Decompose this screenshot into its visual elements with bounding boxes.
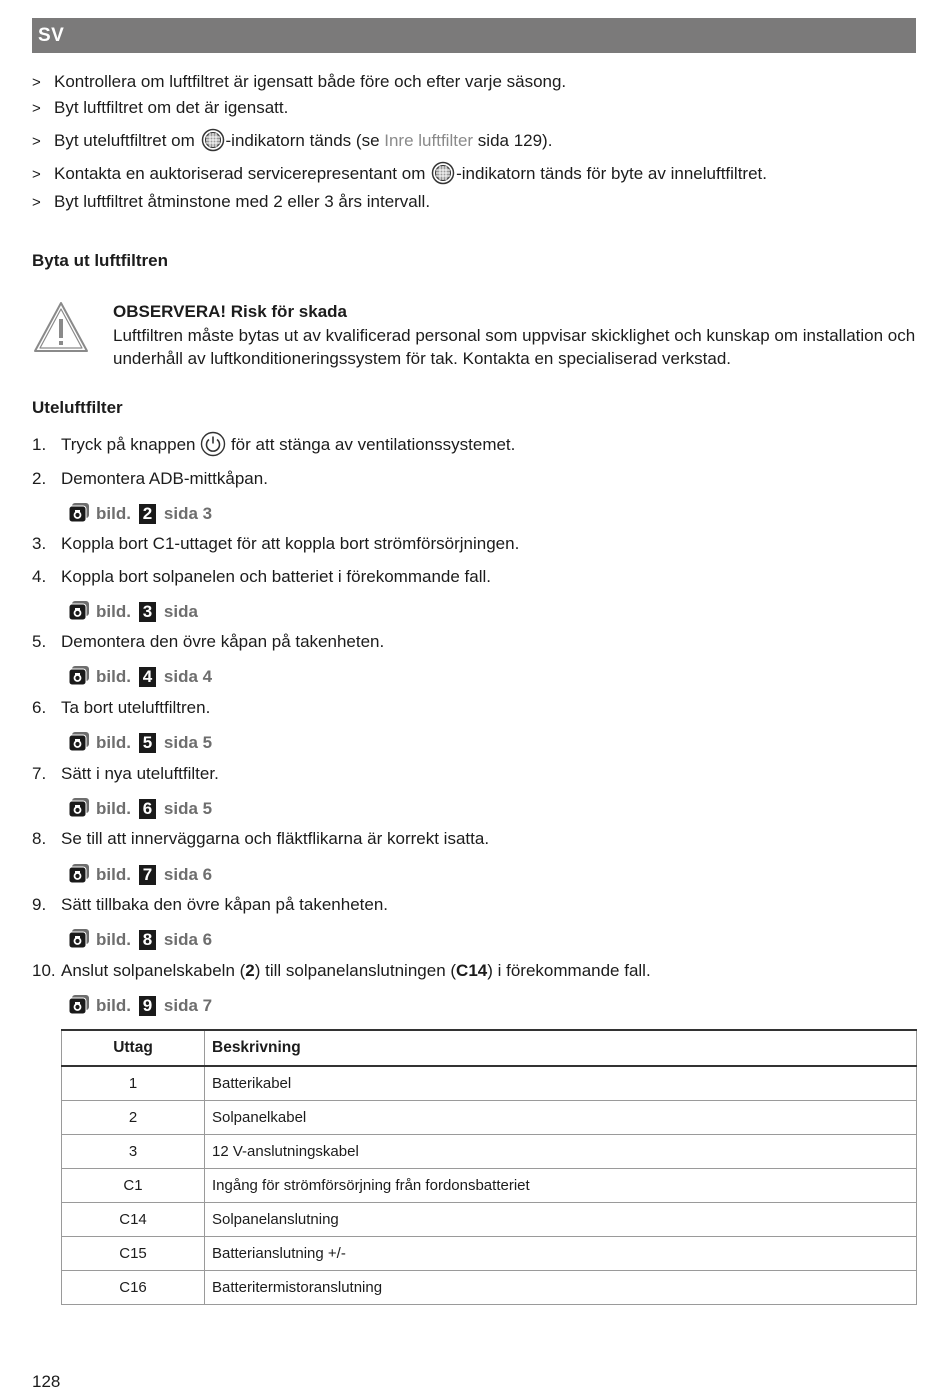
step-item: 3. Koppla bort C1-uttaget för att koppla bort strömförsörjningen. xyxy=(32,534,520,553)
step-item: 1. Tryck på knappen för att stänga av ventilationssystemet. xyxy=(32,431,515,462)
inner-filter-link[interactable]: Inre luftfilter xyxy=(384,131,474,150)
page-number: 128 xyxy=(32,1372,61,1391)
chevron-right-icon: > xyxy=(32,100,41,117)
section-heading: Byta ut luftfiltren xyxy=(32,251,168,270)
list-item: > Byt uteluftfiltret om -indikatorn tänds (se Inre luftfilter sida 129). xyxy=(32,128,552,157)
figure-reference[interactable]: bild. 4 sida 4 xyxy=(68,665,212,691)
power-button-icon xyxy=(200,431,226,462)
warning-title: OBSERVERA! Risk för skada xyxy=(113,302,347,321)
figure-reference[interactable]: bild. 9 sida 7 xyxy=(68,994,212,1020)
figure-reference[interactable]: bild. 8 sida 6 xyxy=(68,928,212,954)
warning-triangle-icon xyxy=(32,300,90,359)
step-item: 5. Demontera den övre kåpan på takenheten. xyxy=(32,632,385,651)
filter-grid-icon xyxy=(431,161,455,190)
table-row: C14 Solpanelanslutning xyxy=(62,1203,917,1237)
step-item: 8. Se till att innerväggarna och fläktflikarna är korrekt isatta. xyxy=(32,829,490,848)
filter-grid-icon xyxy=(201,128,225,157)
figure-reference[interactable]: bild. 5 sida 5 xyxy=(68,731,212,757)
chevron-right-icon: > xyxy=(32,74,41,91)
column-header: Uttag xyxy=(62,1030,205,1066)
table-row: C15 Batterianslutning +/- xyxy=(62,1237,917,1271)
table-header-row xyxy=(62,1030,917,1066)
table-row: 2 Solpanelkabel xyxy=(62,1101,917,1135)
chevron-right-icon: > xyxy=(32,194,41,211)
figure-reference[interactable]: bild. 6 sida 5 xyxy=(68,797,212,823)
camera-icon xyxy=(68,665,90,691)
camera-icon xyxy=(68,863,90,889)
language-header-bar xyxy=(32,18,916,53)
table-row: 3 12 V-anslutningskabel xyxy=(62,1135,917,1169)
table-row: C1 Ingång för strömförsörjning från fordonsbatteriet xyxy=(62,1169,917,1203)
figure-reference[interactable]: bild. 7 sida 6 xyxy=(68,863,212,889)
list-item: > Byt luftfiltret åtminstone med 2 eller 3 års intervall. xyxy=(32,192,431,211)
step-item: 2. Demontera ADB-mittkåpan. xyxy=(32,469,268,488)
camera-icon xyxy=(68,928,90,954)
camera-icon xyxy=(68,600,90,626)
chevron-right-icon: > xyxy=(32,166,41,183)
step-item: 6. Ta bort uteluftfiltren. xyxy=(32,698,211,717)
connector-table xyxy=(61,1029,917,1305)
table-row: C16 Batteritermistoranslutning xyxy=(62,1271,917,1305)
list-item: > Kontakta en auktoriserad servicerepresentant om -indikatorn tänds för byte av inneluftfiltret. xyxy=(32,161,767,190)
column-header: Beskrivning xyxy=(205,1030,917,1066)
chevron-right-icon: > xyxy=(32,133,41,150)
table-row: 1 Batterikabel xyxy=(62,1066,917,1101)
figure-reference[interactable]: bild. 2 sida 3 xyxy=(68,502,212,528)
warning-text: Luftfiltren måste bytas ut av kvalificerad personal som uppvisar skicklighet och kunskap om installation och underhåll av luftkonditioneringssystem för tak. Kontakta en specialiserad verkstad. xyxy=(113,326,916,368)
step-item: 4. Koppla bort solpanelen och batteriet i förekommande fall. xyxy=(32,567,491,586)
list-item: > Byt luftfiltret om det är igensatt. xyxy=(32,98,289,117)
camera-icon xyxy=(68,797,90,823)
step-item: 10. Anslut solpanelskabeln (2) till solpanelanslutningen (C14) i förekommande fall. xyxy=(32,961,651,980)
list-item: > Kontrollera om luftfiltret är igensatt både före och efter varje säsong. xyxy=(32,72,567,91)
camera-icon xyxy=(68,731,90,757)
camera-icon xyxy=(68,994,90,1020)
section-heading: Uteluftfilter xyxy=(32,398,123,417)
camera-icon xyxy=(68,502,90,528)
figure-reference[interactable]: bild. 3 sida xyxy=(68,600,198,626)
step-item: 9. Sätt tillbaka den övre kåpan på takenheten. xyxy=(32,895,389,914)
step-item: 7. Sätt i nya uteluftfilter. xyxy=(32,764,219,783)
language-code: SV xyxy=(38,25,65,46)
